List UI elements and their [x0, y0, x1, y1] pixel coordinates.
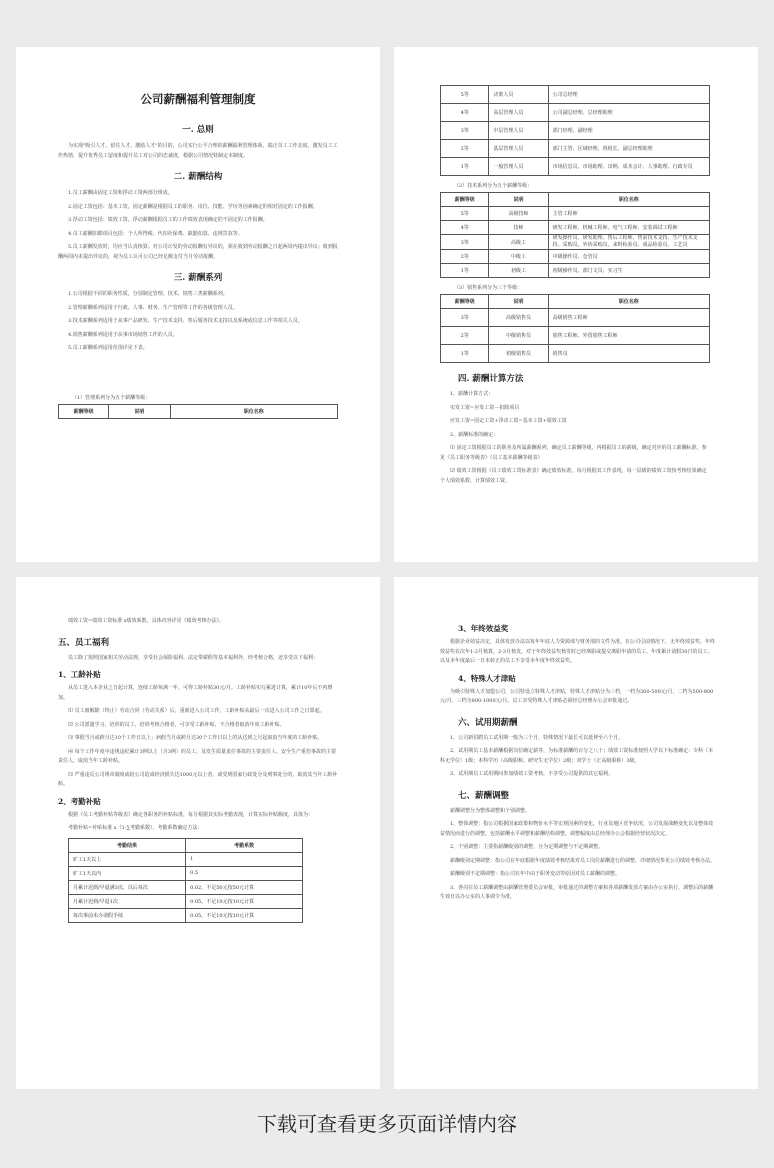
- table-cell: 高层管理人员: [489, 104, 548, 122]
- document-page-1: [16, 47, 380, 562]
- table-cell: 2等: [441, 140, 489, 158]
- paragraph: 1.公司根据不同的职务性质，分别制定管理、技术、销售三类薪酬系列。: [68, 291, 228, 297]
- paragraph: 3、试用期员工试用期间参加绩效工资考核，不享受公司提供的其它福利。: [450, 771, 614, 777]
- table-cell: 部门经理、副经理: [548, 122, 709, 140]
- section-heading: 二. 薪酬结构: [173, 172, 223, 182]
- table-row: [441, 158, 710, 176]
- paragraph: ⑸ 严重违反公司规章制度或给公司造成经济损失达1000元以上者，或受到国家行政处分及刑事处分的，取消其当年工龄补贴。: [58, 771, 338, 787]
- table-header-cell: 薪酬等级: [441, 193, 489, 207]
- table-cell: 研发工程师、机械工程师、电气工程师、安装调试工程师: [548, 221, 709, 235]
- paragraph: ⑴ 员工被解除（终止）劳动合同（劳动关系）后，重新进入公司工作，工龄补贴从最后一次进入公司工作之日算起。: [68, 708, 325, 714]
- table-row: [69, 852, 303, 866]
- table-cell: 中级工: [489, 250, 548, 264]
- paragraph: 根据企业效益决定，具体发放办法以每年年底人力资源部与财务部的文件为准。在公司引前情况下，无年终效益奖。年终效益奖在次年1-2月核算，2-3月核发。对于年终效益奖核发时已经离职或提交离职申请的员工、年度累计请假30日的员工、以及本年度最后一日未转正的员工不享受本年度年终效益奖。: [440, 639, 716, 664]
- subsection-heading: 4、特殊人才津贴: [458, 673, 516, 683]
- paragraph: 薪酬级别定期调整：指公司在年底根据年度绩效考核结果对员工岗位薪酬进行的调整，详细情况参见公司绩效考核办法。: [450, 857, 716, 864]
- paragraph: 应发工资=固定工资+浮动工资=基本工资+绩效工资: [450, 418, 567, 424]
- table-cell: 初级工: [489, 264, 548, 278]
- paragraph: 2、试用期员工基本薪酬根据岗位确定薪等，为标准薪酬的百分之八十；绩效工资标准按照大学以下标准确定：专科（本科无学位）1级；本科学历（高级职称、研究生无学位）2级；双学士（正高级职称）3级。: [440, 748, 714, 764]
- table-cell: 主管工程师: [548, 207, 709, 221]
- paragraph: 2、个别调整：主要指薪酬级别的调整，分为定期调整与不定期调整。: [450, 844, 604, 850]
- paragraph: 员工除了按照国家相关劳动法规，享受社会保险福利、法定带薪假等基本福利外，经考核合格，还享受以下福利：: [68, 654, 319, 661]
- section-heading: 五、员工福利: [58, 637, 110, 648]
- table-row: [441, 250, 710, 264]
- table-header-cell: 说明: [489, 295, 548, 309]
- table-cell: 3等: [441, 309, 489, 327]
- paragraph: ⑵ 绩效工资根据《员工绩效工资标准表》确定绩效标准，每月根据其工作表现，每一层级的绩效工资按考核结果确定个人绩效系数，计算绩效工资。: [440, 468, 707, 484]
- table-cell: 中级销售员: [489, 327, 548, 345]
- table-row: [69, 894, 303, 908]
- table-header-cell: 职位名称: [170, 404, 337, 418]
- paragraph: 5.员工薪酬系列适用范围详见下表。: [68, 345, 148, 351]
- paragraph: 3、各岗位员工薪酬调整由薪酬管理委员会审批，审批通过的调整方案和各项薪酬发放方案由办公室执行。调整后的薪酬生效日以办公室的人事调令为准。: [440, 884, 714, 900]
- table-row: [441, 235, 710, 250]
- paragraph: 薪酬调整分为整体调整和个别调整。: [450, 807, 531, 814]
- paragraph: 1、公司新招聘员工试用期一般为三个月，特殊情况下最长可以延伸至六个月。: [450, 734, 624, 741]
- table-row: [441, 104, 710, 122]
- table-cell: 高级销售员: [489, 309, 548, 327]
- management-grade-table-header: [58, 404, 338, 419]
- table-cell: 1: [186, 852, 303, 866]
- table-row: [441, 264, 710, 278]
- download-more-caption: 下载可查看更多页面详情内容: [257, 1112, 517, 1136]
- table-row: [441, 327, 710, 345]
- table-header-cell: 薪酬等级: [441, 295, 489, 309]
- table-row: [69, 880, 303, 894]
- table-cell: 3等: [441, 122, 489, 140]
- section-heading: 七、薪酬调整: [458, 790, 510, 801]
- table-cell: 0.5: [186, 866, 303, 880]
- paragraph: 1.员工薪酬由固定工资和浮动工资两部分组成。: [68, 190, 173, 196]
- table-cell: 1等: [441, 345, 489, 363]
- table-cell: 3等: [441, 235, 489, 250]
- paragraph: ⑴ 固定工资根据员工的职务及所属薪酬系列，确定员工薪酬等级，再根据员工的薪级，确定对应的员工薪酬标准。参见《员工职务等级表》《员工基本薪酬等级表》: [440, 445, 707, 461]
- table-cell: 每次事前未办请假手续: [69, 908, 186, 922]
- table-cell: 一般管理人员: [489, 158, 548, 176]
- table-cell: 公司副总经理、总经理助理: [548, 104, 709, 122]
- table-cell: 初级销售员: [489, 345, 548, 363]
- table-row: [441, 207, 710, 221]
- paragraph: 3.浮动工资包括：绩效工资。浮动薪酬根据员工的工作绩效表现确定的不固定的工作报酬。: [68, 217, 268, 223]
- table-cell: 高级技师: [489, 207, 548, 221]
- paragraph: 2.管理薪酬系列适用于行政、人事、财务、生产管理等工作的各级管理人员。: [68, 304, 238, 311]
- paragraph: 根据《员工考勤补贴等级表》确定各职务的补贴标准，每月根据其实际考勤表现，计算实际补贴额度，具体为：: [68, 811, 314, 818]
- table-row: [441, 122, 710, 140]
- paragraph: 绩效工资=绩效工资标准 x绩效系数，具体内容详见《绩效考核办法》。: [68, 618, 225, 624]
- table-cell: 公司总经理: [548, 86, 709, 104]
- paragraph: ⑷ 每个工作年度中违规违纪累计3例以上（含3例）的员工，及发生质量责任事故的主要责任人、安全生产重伤事故的主要责任人，取消当年工龄补贴。: [58, 748, 336, 764]
- table-cell: 基层管理人员: [489, 140, 548, 158]
- table-cell: 1等: [441, 158, 489, 176]
- table-caption: （1）管理系列分为五个薪酬等级：: [72, 394, 151, 401]
- table-cell: 0.05，不足10元按10元计算: [186, 908, 303, 922]
- table-cell: 月累计迟到/早退满3次，以后每次: [69, 880, 186, 894]
- table-cell: 技师: [489, 221, 548, 235]
- section-heading: 三. 薪酬系列: [173, 273, 223, 283]
- document-page-4: [394, 577, 758, 1089]
- paragraph: 4.员工薪酬扣除项目包括：个人所得税、代扣社保费、缺勤扣款、违规罚款等。: [68, 230, 243, 237]
- table-cell: 中级操作员、仓管员: [548, 250, 709, 264]
- attendance-coefficient-table: [68, 838, 303, 923]
- technical-grade-table: [440, 192, 710, 278]
- table-cell: 初级操作员、部门文员、实习生: [548, 264, 709, 278]
- management-grade-table: [440, 85, 710, 176]
- table-row: [441, 140, 710, 158]
- paragraph: ⑵ 公司派遣学习、培训的员工，培训考核合格者，可享受工龄补贴，不合格者取消年度工龄补贴。: [68, 721, 285, 728]
- table-header-cell: 说明: [109, 404, 170, 418]
- document-title: 公司薪酬福利管理制度: [140, 92, 256, 106]
- table-cell: 0.05，不足10元按10元计算: [186, 894, 303, 908]
- table-cell: 5等: [441, 207, 489, 221]
- table-header-cell: 说明: [489, 193, 548, 207]
- table-cell: 旷工1天以上: [69, 852, 186, 866]
- table-caption: （2）技术系列分为五个薪酬等级：: [454, 183, 533, 189]
- paragraph: ⑶ 事假当月或跨月达10个工作日以上；病假当月或跨月达30个工作日以上的从达到之月起取消当年度的工龄补贴。: [68, 735, 323, 741]
- table-cell: 旷工1天以内: [69, 866, 186, 880]
- table-header-cell: 薪酬等级: [59, 404, 109, 418]
- table-cell: 5等: [441, 86, 489, 104]
- table-cell: 月累计迟到/早退1次: [69, 894, 186, 908]
- table-cell: 市场信息员、市场助理、出纳、成本会计、人事助理、行政专员: [548, 158, 709, 176]
- paragraph: 1、整体调整：指公司根据国家政策和物价水平等宏观因素的变化，行业及地区竞争状况，公司发展战略变化以及整体效益情况而进行的调整，包括薪酬水平调整和薪酬结构调整，调整幅度由总经理办公会根据经营状况决定。: [440, 821, 714, 837]
- table-cell: 4等: [441, 104, 489, 122]
- paragraph: 4.销售薪酬系列适用于从事市场销售工作的人员。: [68, 331, 178, 338]
- table-header-cell: 考勤结果: [69, 838, 186, 852]
- table-row: [69, 908, 303, 922]
- subsection-heading: 3、年终效益奖: [458, 624, 509, 633]
- paragraph: 2、薪酬标准的确定：: [450, 431, 499, 438]
- table-row: [441, 86, 710, 104]
- table-cell: 高级工: [489, 235, 548, 250]
- paragraph: 为实现"吸引人才、留住人才、激励人才"的目的，公司实行公平合理的薪酬福利管理体系，端正员工工作态度，激发员工工作热情，提升优秀员工留度和提升员工对公司的忠诚度，根据公司情况特制定本制度。: [58, 143, 338, 159]
- paragraph: 2.固定工资包括：基本工资。固定薪酬是根据员工的职务、岗位、技能、学历等因素确定的相对固定的工作报酬。: [68, 203, 318, 210]
- paragraph: 5.员工薪酬发放时，均应当认真核算；对公司计发的劳动报酬有异议的，须在收到劳动报酬之日起两周内提出异议；收到报酬两周内未提出异议的，视为员工认可公司已经足额支付当月劳动报酬。: [58, 244, 338, 260]
- table-cell: 高级销售工程师: [548, 309, 709, 327]
- section-heading: 六、试用期薪酬: [458, 717, 518, 728]
- table-cell: 决策人员: [489, 86, 548, 104]
- paragraph: 从员工进入本企业之日起计算，连续工龄每满一年，可得工龄补贴30元/月。工龄补贴实行累进计算，累计10年后不再增加。: [58, 685, 333, 701]
- document-page-3: [16, 577, 380, 1089]
- table-cell: 部门主管、区域经理、班组长、副总经理助理: [548, 140, 709, 158]
- table-cell: 中层管理人员: [489, 122, 548, 140]
- subsection-heading: 1、工龄补贴: [58, 670, 101, 679]
- subsection-heading: 2、考勤补贴: [58, 796, 101, 806]
- table-cell: 销售工程师、外贸销售工程师: [548, 327, 709, 345]
- table-row: [69, 866, 303, 880]
- table-cell: 1等: [441, 264, 489, 278]
- paragraph: 薪酬级别不定期调整：指公司在年中由于职务变动等原因对员工薪酬的调整。: [450, 871, 621, 877]
- formula: 考勤补贴=补贴标准 x（1-∑考勤系数），考勤系数确定方法：: [68, 825, 203, 831]
- table-cell: 4等: [441, 221, 489, 235]
- table-cell: 2等: [441, 250, 489, 264]
- table-header-cell: 职位名称: [548, 193, 709, 207]
- paragraph: 实发工资=应发工资－扣除项目: [450, 404, 520, 411]
- sales-grade-table: [440, 294, 710, 363]
- table-cell: 研发操作员、研发助理、售后工程师、售前技术支持、生产技术支持、采购员、外协采购员、来料检验员、成品检验员、工艺员: [548, 235, 709, 250]
- table-row: [441, 345, 710, 363]
- section-heading: 四. 薪酬计算方法: [458, 374, 524, 384]
- table-header-cell: 职位名称: [548, 295, 709, 309]
- table-header-cell: 考勤系数: [186, 838, 303, 852]
- paragraph: 3.技术薪酬系列适用于从事产品研发、生产技术支持、售后服务技术支持以及系统或信息工作等相关人员。: [68, 318, 303, 324]
- table-cell: 2等: [441, 327, 489, 345]
- document-page-2: [394, 47, 758, 562]
- paragraph: 为吸引特殊人才加盟公司，公司特设立特殊人才津贴，特殊人才津贴分为三档，一档为300-500元/月，二档为500-800元/月，三档为800-1000元/月，员工享受特殊人才津贴必须经总经理办公会审批通过。: [440, 688, 714, 704]
- table-row: [441, 309, 710, 327]
- table-cell: 0.02，不足50元按50元计算: [186, 880, 303, 894]
- table-cell: 销售员: [548, 345, 709, 363]
- section-heading: 一. 总则: [182, 125, 214, 135]
- table-row: [441, 221, 710, 235]
- paragraph: 1、薪酬计算方式：: [450, 391, 494, 397]
- table-caption: （3）销售系列分为三个等级：: [454, 285, 523, 291]
